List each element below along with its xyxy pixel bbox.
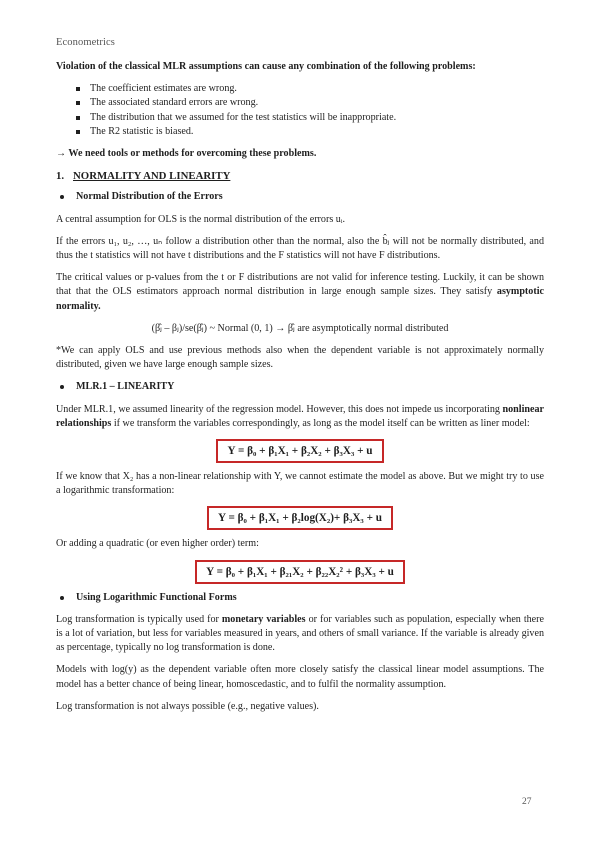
equation-linear: Y = β₀ + β₁X₁ + β₂X₂ + β₃X₃ + u bbox=[216, 439, 383, 463]
section-number: 1. bbox=[56, 170, 65, 183]
paragraph-log bbox=[56, 613, 544, 656]
page-content bbox=[56, 60, 544, 722]
bold-term: monetary variables bbox=[221, 613, 306, 625]
equation-row bbox=[56, 439, 544, 463]
section-title: NORMALITY AND LINEARITY bbox=[73, 170, 231, 183]
running-header: Econometrics bbox=[56, 37, 115, 48]
subheading-log-forms: Using Logarithmic Functional Forms bbox=[56, 591, 544, 605]
list-item: The distribution that we assumed for the test statistics will be inappropriate. bbox=[56, 111, 544, 125]
subheading-linearity: MLR.1 – LINEARITY bbox=[56, 380, 544, 394]
equation-log: Y = β₀ + β₁X₁ + β₂log(X₂)+ β₃X₃ + u bbox=[207, 506, 393, 530]
paragraph: If we know that X₂ has a non-linear relationship with Y, we cannot estimate the model as above. But we might try to use a logarithmic transformation: bbox=[56, 471, 544, 497]
equation-quadratic: Y = β₀ + β₁X₁ + β₂₁X₂ + β₂₂X₂² + β₃X₃ + u bbox=[195, 560, 405, 584]
paragraph-text: or for variables such as population, especially when there is a lot of variation, but less for variables measured in years, and others of small variance. If the variable is already given as percentage, typically no log transformation is done. bbox=[56, 613, 544, 654]
paragraph-text: The critical values or p-values from the t or F distributions are not valid for inference testing. Luckily, it can be shown that that the OLS estimators approach normal distribution in large enough sample sizes. They satisfy bbox=[56, 272, 544, 298]
list-item: The coefficient estimates are wrong. bbox=[56, 82, 544, 96]
note: *We can apply OLS and use previous methods also when the dependent variable is not approximately normally distributed, given we have large enough sample sizes. bbox=[56, 345, 544, 371]
page-number: 27 bbox=[522, 797, 532, 807]
subheading-normal-distribution: Normal Distribution of the Errors bbox=[56, 190, 544, 204]
paragraph: A central assumption for OLS is the normal distribution of the errors uᵢ. bbox=[56, 213, 345, 225]
list-item: The R2 statistic is biased. bbox=[56, 125, 544, 139]
bold-term: nonlinear relationships bbox=[56, 403, 544, 429]
problems-list bbox=[56, 82, 544, 139]
paragraph-text: Log transformation is typically used for bbox=[56, 613, 222, 625]
paragraph: Log transformation is not always possible (e.g., negative values). bbox=[56, 700, 319, 712]
section-heading bbox=[56, 169, 544, 183]
conclusion-arrow: → We need tools or methods for overcoming these problems. bbox=[56, 148, 317, 160]
equation-row bbox=[56, 506, 544, 530]
equation-row bbox=[56, 560, 544, 584]
paragraph: Or adding a quadratic (or even higher order) term: bbox=[56, 538, 259, 550]
paragraph-asymptotic bbox=[56, 271, 544, 314]
asymptotic-formula: (β̂ⱼ – βⱼ)/se(β̂ⱼ) ~ Normal (0, 1) → β̂ⱼ are asymptotically normal distributed bbox=[151, 322, 449, 334]
bold-term: asymptotic normality bbox=[56, 286, 544, 312]
paragraph-text: if we transform the variables correspondingly, as long as the model itself can be written as liner model: bbox=[111, 417, 530, 429]
paragraph-linearity bbox=[56, 403, 544, 431]
paragraph-end: . bbox=[98, 300, 101, 312]
intro-lead: Violation of the classical MLR assumptions can cause any combination of the following problems: bbox=[56, 61, 476, 72]
paragraph: If the errors u₁, u₂, …, uₙ follow a distribution other than the normal, also the b̂ⱼ will not be normally distributed, and thus the t statistics will not have t distributions and the F statistics will not have F distributions. bbox=[56, 235, 544, 262]
list-item: The associated standard errors are wrong. bbox=[56, 96, 544, 110]
paragraph-text: Under MLR.1, we assumed linearity of the regression model. However, this does not impede us incorporating bbox=[56, 403, 503, 415]
paragraph: Models with log(y) as the dependent variable often more closely satisfy the classical linear model assumptions. The model has a better chance of being linear, homoscedastic, and to fulfil the normality assumption. bbox=[56, 664, 544, 690]
